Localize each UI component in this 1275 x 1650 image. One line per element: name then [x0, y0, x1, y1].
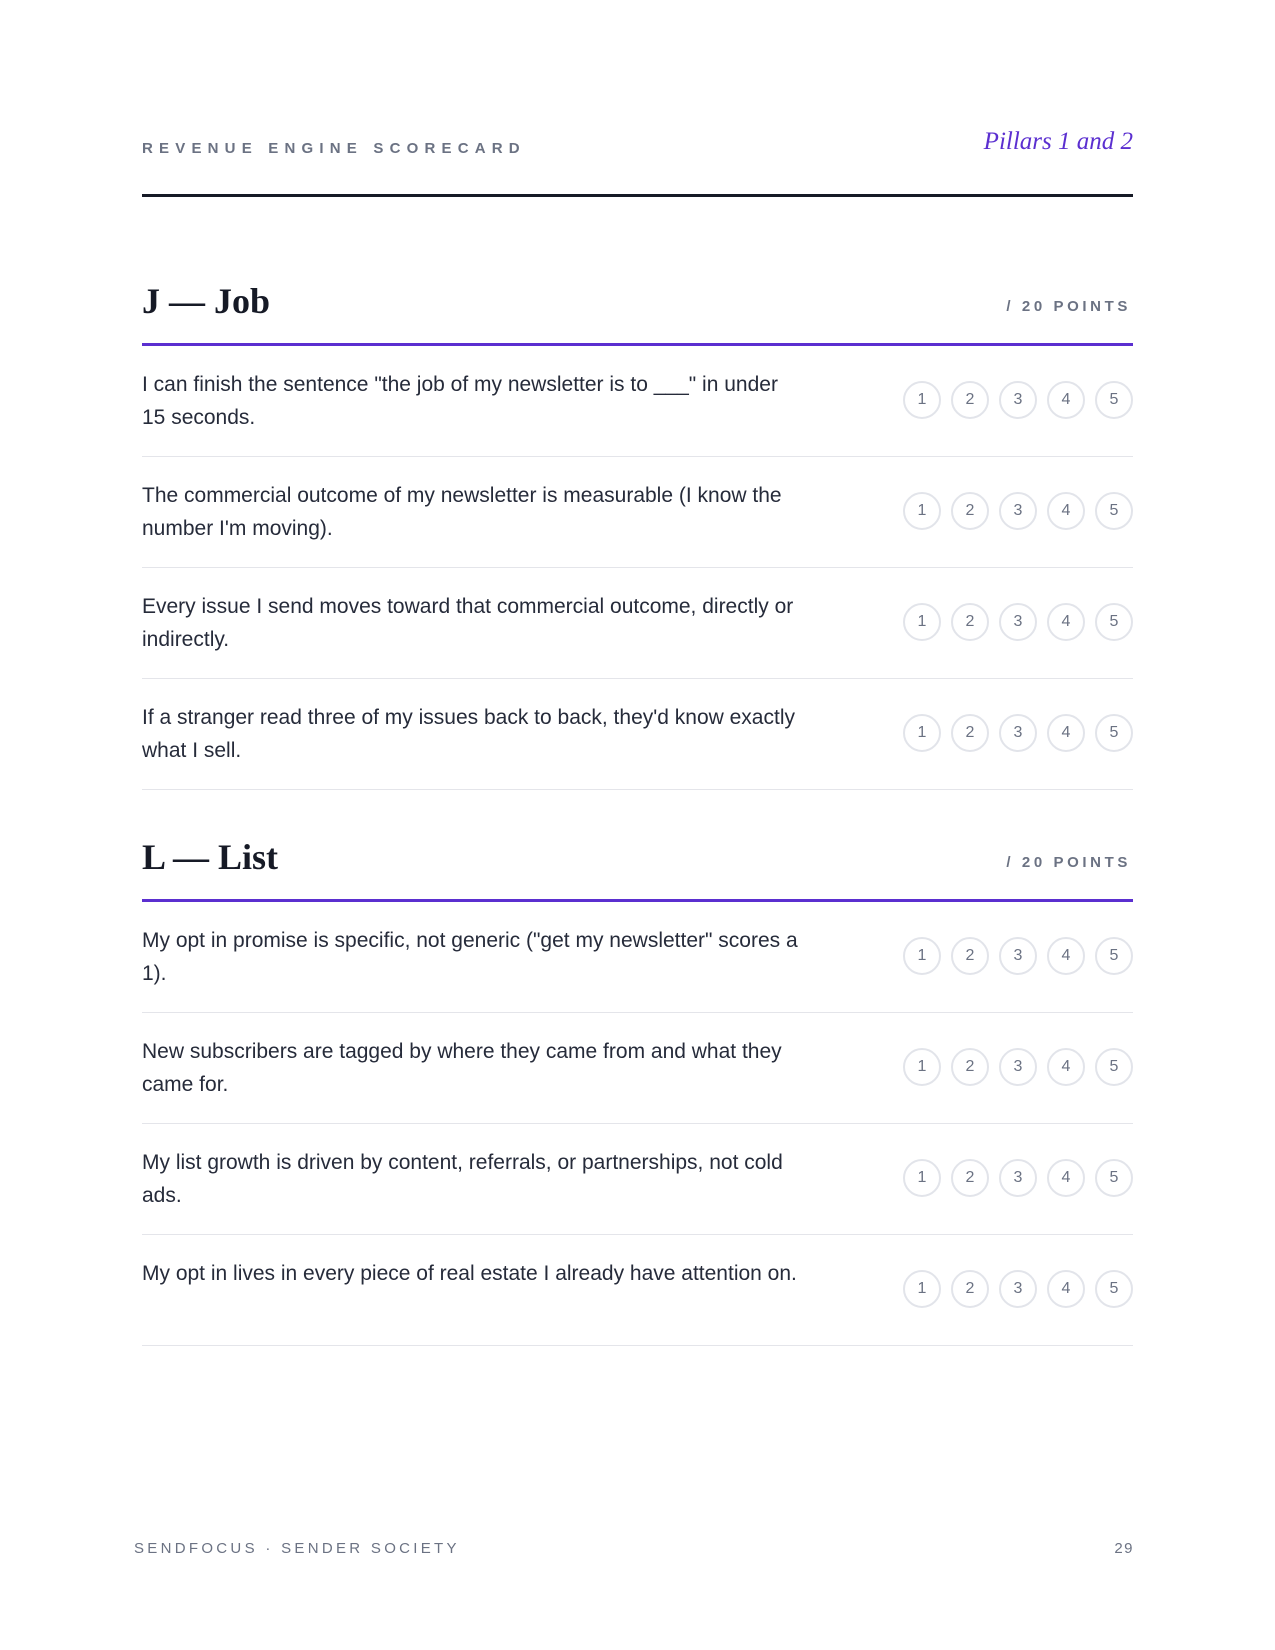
rating-option-3[interactable]: 3 [999, 603, 1037, 641]
page-title: REVENUE ENGINE SCORECARD [142, 140, 526, 157]
rating-option-4[interactable]: 4 [1047, 1048, 1085, 1086]
statement-text: My opt in lives in every piece of real estate I already have attention on. [142, 1262, 797, 1285]
rating-option-5[interactable]: 5 [1095, 937, 1133, 975]
rating-scale [903, 1270, 1133, 1308]
scorecard-row [142, 457, 1133, 568]
statement-text: The commercial outcome of my newsletter is measurable (I know the number I'm moving). [142, 484, 782, 540]
rating-option-5[interactable]: 5 [1095, 1159, 1133, 1197]
rating-option-3[interactable]: 3 [999, 1270, 1037, 1308]
rating-option-2[interactable]: 2 [951, 381, 989, 419]
rating-option-3[interactable]: 3 [999, 1159, 1037, 1197]
rating-option-1[interactable]: 1 [903, 714, 941, 752]
rating-option-5[interactable]: 5 [1095, 381, 1133, 419]
rating-option-1[interactable]: 1 [903, 1270, 941, 1308]
rating-option-3[interactable]: 3 [999, 937, 1037, 975]
scorecard-row [142, 1124, 1133, 1235]
rating-option-4[interactable]: 4 [1047, 1159, 1085, 1197]
scorecard-row [142, 679, 1133, 790]
scorecard-row [142, 902, 1133, 1013]
section-header [142, 280, 1133, 346]
rating-option-1[interactable]: 1 [903, 1048, 941, 1086]
rating-option-2[interactable]: 2 [951, 1270, 989, 1308]
statement-text: I can finish the sentence "the job of my newsletter is to ___" in under 15 seconds. [142, 373, 778, 429]
page-number: 29 [1114, 1540, 1134, 1557]
rating-scale [903, 492, 1133, 530]
rating-option-5[interactable]: 5 [1095, 492, 1133, 530]
section-points: / 20 POINTS [1006, 298, 1131, 315]
rating-option-2[interactable]: 2 [951, 492, 989, 530]
rating-option-2[interactable]: 2 [951, 1159, 989, 1197]
statement-text: New subscribers are tagged by where they came from and what they came for. [142, 1040, 782, 1096]
rating-scale [903, 714, 1133, 752]
section-points: / 20 POINTS [1006, 854, 1131, 871]
rating-option-4[interactable]: 4 [1047, 714, 1085, 752]
statement-text: Every issue I send moves toward that commercial outcome, directly or indirectly. [142, 595, 794, 651]
section-title: J — Job [142, 281, 271, 321]
scorecard-row [142, 568, 1133, 679]
page-header [142, 126, 1133, 197]
rating-scale [903, 1048, 1133, 1086]
rating-option-1[interactable]: 1 [903, 603, 941, 641]
rating-option-1[interactable]: 1 [903, 1159, 941, 1197]
statement-text: My opt in promise is specific, not generic ("get my newsletter" scores a 1). [142, 929, 798, 985]
section-list [142, 836, 1133, 1346]
footer-brand: SENDFOCUS · SENDER SOCIETY [134, 1540, 460, 1557]
statement-text: If a stranger read three of my issues back to back, they'd know exactly what I sell. [142, 706, 795, 762]
section-header [142, 836, 1133, 902]
page-subtitle: Pillars 1 and 2 [983, 128, 1133, 155]
rating-option-4[interactable]: 4 [1047, 381, 1085, 419]
statement-text: My list growth is driven by content, referrals, or partnerships, not cold ads. [142, 1151, 783, 1207]
rating-scale [903, 381, 1133, 419]
scorecard-row [142, 346, 1133, 457]
rating-option-2[interactable]: 2 [951, 937, 989, 975]
rating-option-4[interactable]: 4 [1047, 492, 1085, 530]
rating-option-2[interactable]: 2 [951, 603, 989, 641]
rating-scale [903, 937, 1133, 975]
scorecard-row [142, 1235, 1133, 1346]
rating-option-2[interactable]: 2 [951, 1048, 989, 1086]
section-job [142, 280, 1133, 790]
rating-option-3[interactable]: 3 [999, 1048, 1037, 1086]
page-footer [134, 1540, 1134, 1562]
rating-option-4[interactable]: 4 [1047, 603, 1085, 641]
rating-option-1[interactable]: 1 [903, 381, 941, 419]
rating-option-4[interactable]: 4 [1047, 937, 1085, 975]
rating-option-3[interactable]: 3 [999, 492, 1037, 530]
rating-option-3[interactable]: 3 [999, 714, 1037, 752]
section-title: L — List [142, 837, 279, 877]
rating-option-5[interactable]: 5 [1095, 603, 1133, 641]
rating-scale [903, 603, 1133, 641]
rating-option-2[interactable]: 2 [951, 714, 989, 752]
rating-scale [903, 1159, 1133, 1197]
rating-option-1[interactable]: 1 [903, 937, 941, 975]
rating-option-4[interactable]: 4 [1047, 1270, 1085, 1308]
rating-option-5[interactable]: 5 [1095, 1048, 1133, 1086]
rating-option-3[interactable]: 3 [999, 381, 1037, 419]
rating-option-5[interactable]: 5 [1095, 714, 1133, 752]
scorecard-row [142, 1013, 1133, 1124]
rating-option-1[interactable]: 1 [903, 492, 941, 530]
rating-option-5[interactable]: 5 [1095, 1270, 1133, 1308]
